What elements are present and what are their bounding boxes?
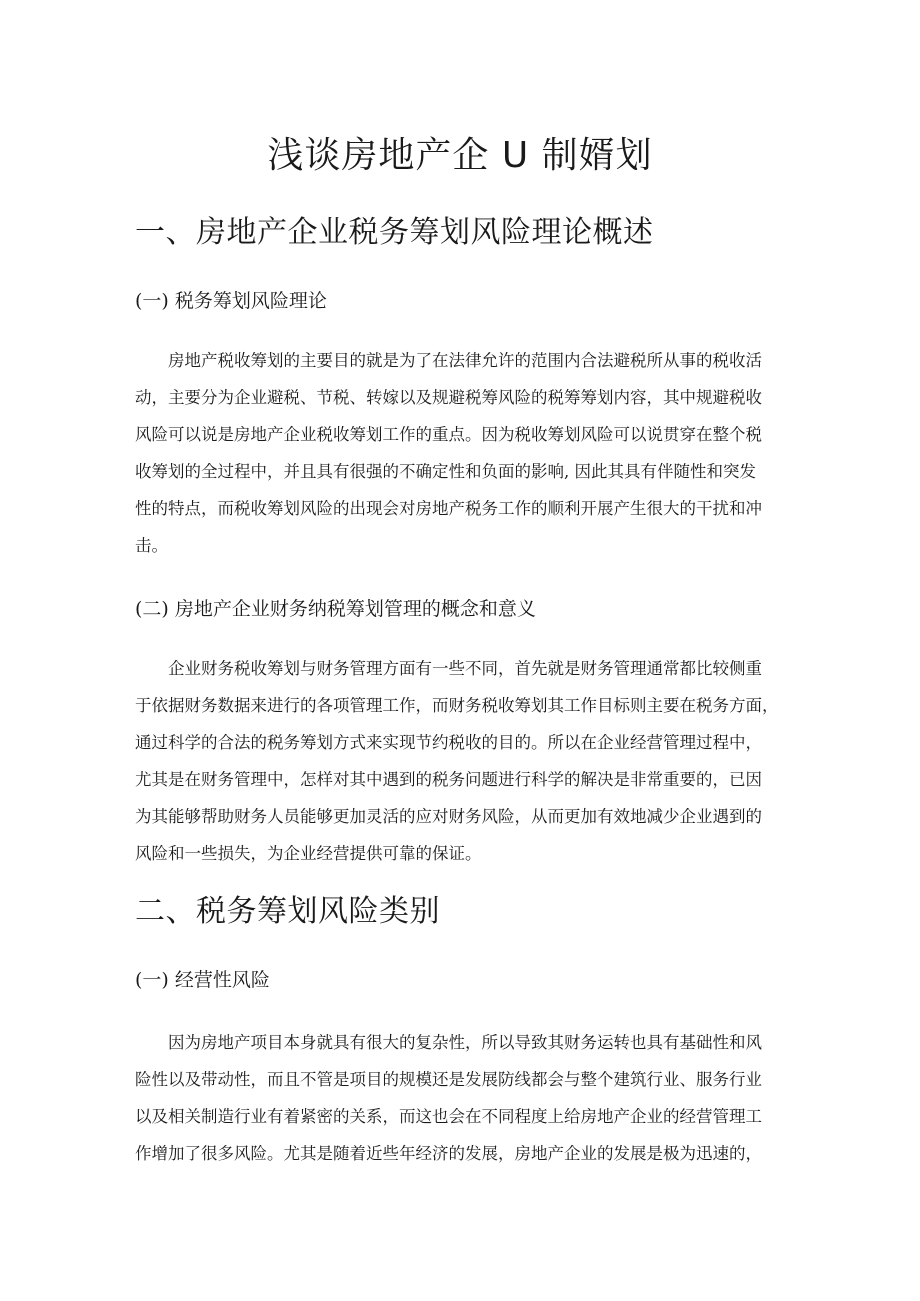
subsection-heading-1-2: (二) 房地产企业财务纳税筹划管理的概念和意义: [135, 598, 536, 620]
paragraph-line: 企业财务税收筹划与财务管理方面有一些不同，首先就是财务管理通常都比较侧重: [168, 659, 762, 678]
paragraph-line: 以及相关制造行业有着紧密的关系，而这也会在不同程度上给房地产企业的经营管理工: [135, 1107, 762, 1126]
paragraph-line: 尤其是在财务管理中，怎样对其中遇到的税务问题进行科学的解决是非常重要的，已因: [135, 770, 762, 789]
paragraph-line: 因为房地产项目本身就具有很大的复杂性，所以导致其财务运转也具有基础性和风: [168, 1033, 762, 1052]
section-heading-2: 二、税务筹划风险类别: [135, 894, 440, 929]
paragraph-line: 风险可以说是房地产企业税收筹划工作的重点。因为税收筹划风险可以说贯穿在整个税: [135, 425, 762, 444]
section-heading-1: 一、房地产企业税务筹划风险理论概述: [135, 215, 654, 250]
paragraph-line: 作增加了很多风险。尤其是随着近些年经济的发展，房地产企业的发展是极为迅速的，: [135, 1144, 762, 1163]
paragraph-line: 险性以及带动性，而且不管是项目的规模还是发展防线都会与整个建筑行业、服务行业: [135, 1070, 762, 1089]
paragraph-line: 收筹划的全过程中，并且具有很强的不确定性和负面的影响, 因此其具有伴随性和突发: [135, 462, 756, 481]
subsection-heading-2-1: (一) 经营性风险: [135, 969, 270, 991]
paragraph-line: 动，主要分为企业避税、节税、转嫁以及规避税筹风险的税筹筹划内容，其中规避税收: [135, 388, 762, 407]
paragraph-line: 房地产税收筹划的主要目的就是为了在法律允许的范围内合法避税所从事的税收活: [168, 351, 762, 370]
paragraph-line: 性的特点，而税收筹划风险的出现会对房地产税务工作的顺利开展产生很大的干扰和冲: [135, 499, 762, 518]
subsection-heading-1-1: (一) 税务筹划风险理论: [135, 290, 327, 312]
paragraph-line: 于依据财务数据来进行的各项管理工作，而财务税收筹划其工作目标则主要在税务方面，: [135, 696, 779, 715]
paragraph-line: 风险和一些损失，为企业经营提供可靠的保证。: [135, 844, 482, 863]
paragraph-line: 通过科学的合法的税务筹划方式来实现节约税收的目的。所以在企业经营管理过程中，: [135, 733, 762, 752]
paragraph-line: 为其能够帮助财务人员能够更加灵活的应对财务风险，从而更加有效地减少企业遇到的: [135, 807, 762, 826]
document-title: 浅谈房地产企 U 制婿划: [267, 135, 653, 176]
paragraph-line: 击。: [135, 536, 168, 555]
